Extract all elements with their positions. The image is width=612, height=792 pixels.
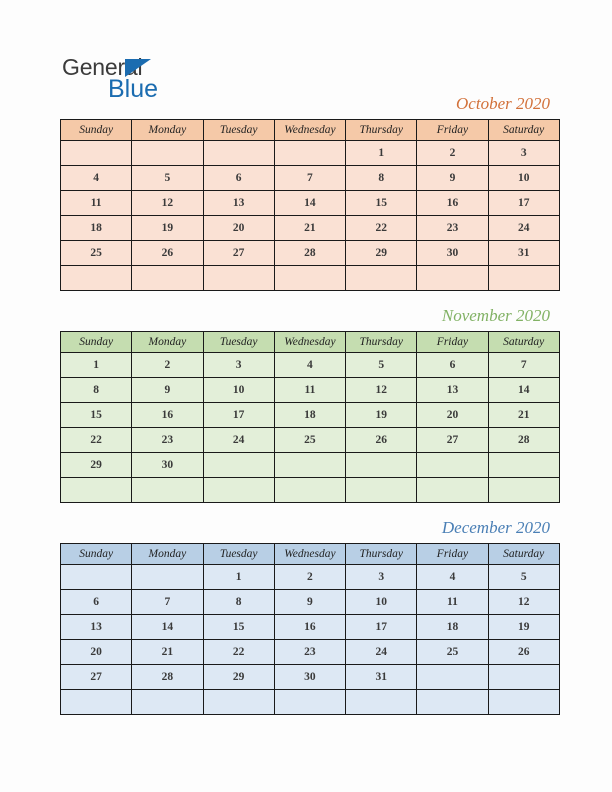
- calendar-day-cell[interactable]: 3: [488, 141, 559, 166]
- calendar-table-october: [60, 119, 560, 291]
- weekday-header-row: [61, 332, 560, 353]
- calendar-day-cell[interactable]: 24: [346, 640, 417, 665]
- weekday-header-saturday: Saturday: [488, 544, 559, 565]
- weekday-header-sunday: Sunday: [61, 120, 132, 141]
- calendar-day-cell[interactable]: 26: [346, 428, 417, 453]
- calendar-day-cell[interactable]: 5: [488, 565, 559, 590]
- calendar-day-cell[interactable]: 15: [61, 403, 132, 428]
- calendar-empty-cell: [274, 141, 345, 166]
- weekday-header-monday: Monday: [132, 332, 203, 353]
- calendar-day-cell[interactable]: 19: [346, 403, 417, 428]
- weekday-header-sunday: Sunday: [61, 544, 132, 565]
- calendar-empty-cell: [417, 690, 488, 715]
- calendar-day-cell[interactable]: 27: [203, 241, 274, 266]
- calendar-day-cell[interactable]: 16: [417, 191, 488, 216]
- calendar-day-cell[interactable]: 24: [488, 216, 559, 241]
- weekday-header-saturday: Saturday: [488, 332, 559, 353]
- calendar-empty-cell: [346, 453, 417, 478]
- calendar-day-cell[interactable]: 25: [417, 640, 488, 665]
- calendar-empty-cell: [203, 453, 274, 478]
- weekday-header-row: [61, 120, 560, 141]
- weekday-header-monday: Monday: [132, 120, 203, 141]
- calendar-empty-cell: [488, 266, 559, 291]
- calendar-empty-cell: [274, 690, 345, 715]
- calendar-day-cell[interactable]: 16: [274, 615, 345, 640]
- calendar-day-cell[interactable]: 16: [132, 403, 203, 428]
- calendar-empty-cell: [132, 141, 203, 166]
- calendar-empty-cell: [203, 141, 274, 166]
- calendar-empty-cell: [61, 141, 132, 166]
- calendar-empty-cell: [132, 565, 203, 590]
- calendar-empty-cell: [417, 453, 488, 478]
- calendar-empty-cell: [417, 266, 488, 291]
- weekday-header-saturday: Saturday: [488, 120, 559, 141]
- calendar-month-november: [60, 306, 552, 503]
- calendar-table-december: [60, 543, 560, 715]
- calendar-empty-cell: [488, 453, 559, 478]
- calendar-day-cell[interactable]: 31: [346, 665, 417, 690]
- calendar-day-cell[interactable]: 4: [61, 166, 132, 191]
- calendar-day-cell[interactable]: 10: [488, 166, 559, 191]
- calendar-day-cell[interactable]: 29: [346, 241, 417, 266]
- calendar-week-row: [61, 590, 560, 615]
- calendar-week-row: [61, 353, 560, 378]
- calendar-day-cell[interactable]: 30: [132, 453, 203, 478]
- weekday-header-row: [61, 544, 560, 565]
- calendar-day-cell[interactable]: 22: [346, 216, 417, 241]
- calendar-month-december: [60, 518, 552, 715]
- calendar-day-cell[interactable]: 17: [346, 615, 417, 640]
- calendar-day-cell[interactable]: 25: [61, 241, 132, 266]
- calendar-day-cell[interactable]: 18: [61, 216, 132, 241]
- calendar-empty-cell: [274, 478, 345, 503]
- month-title-december: December 2020: [441, 518, 550, 537]
- weekday-header-sunday: Sunday: [61, 332, 132, 353]
- calendar-day-cell[interactable]: 20: [417, 403, 488, 428]
- calendar-day-cell[interactable]: 13: [417, 378, 488, 403]
- weekday-header-tuesday: Tuesday: [203, 332, 274, 353]
- calendar-empty-cell: [61, 478, 132, 503]
- calendar-week-row: [61, 378, 560, 403]
- weekday-header-thursday: Thursday: [346, 332, 417, 353]
- calendar-week-row: [61, 266, 560, 291]
- calendar-empty-cell: [132, 266, 203, 291]
- calendar-day-cell[interactable]: 23: [274, 640, 345, 665]
- calendar-day-cell[interactable]: 14: [488, 378, 559, 403]
- calendar-week-row: [61, 216, 560, 241]
- calendar-body-october: [61, 141, 560, 291]
- calendar-week-row: [61, 615, 560, 640]
- calendar-day-cell[interactable]: 28: [132, 665, 203, 690]
- calendar-day-cell[interactable]: 7: [274, 166, 345, 191]
- calendar-day-cell[interactable]: 22: [61, 428, 132, 453]
- logo-text-general: General: [62, 54, 143, 80]
- calendar-week-row: [61, 191, 560, 216]
- calendar-day-cell[interactable]: 25: [274, 428, 345, 453]
- calendar-week-row: [61, 565, 560, 590]
- calendar-day-cell[interactable]: 5: [132, 166, 203, 191]
- calendar-week-row: [61, 640, 560, 665]
- calendar-day-cell[interactable]: 11: [417, 590, 488, 615]
- calendar-week-row: [61, 665, 560, 690]
- calendar-day-cell[interactable]: 9: [132, 378, 203, 403]
- calendar-day-cell[interactable]: 8: [61, 378, 132, 403]
- calendar-day-cell[interactable]: 8: [203, 590, 274, 615]
- calendar-day-cell[interactable]: 4: [274, 353, 345, 378]
- calendar-empty-cell: [346, 478, 417, 503]
- calendar-day-cell[interactable]: 13: [203, 191, 274, 216]
- calendar-empty-cell: [61, 690, 132, 715]
- weekday-header-friday: Friday: [417, 332, 488, 353]
- calendar-week-row: [61, 166, 560, 191]
- calendar-body-november: [61, 353, 560, 503]
- calendar-day-cell[interactable]: 1: [346, 141, 417, 166]
- calendar-day-cell[interactable]: 15: [203, 615, 274, 640]
- calendar-day-cell[interactable]: 29: [61, 453, 132, 478]
- calendar-day-cell[interactable]: 7: [488, 353, 559, 378]
- calendar-day-cell[interactable]: 31: [488, 241, 559, 266]
- calendar-day-cell[interactable]: 2: [417, 141, 488, 166]
- calendar-empty-cell: [61, 565, 132, 590]
- calendar-day-cell[interactable]: 12: [346, 378, 417, 403]
- calendar-day-cell[interactable]: 6: [203, 166, 274, 191]
- month-title-october: October 2020: [456, 94, 550, 113]
- calendar-week-row: [61, 478, 560, 503]
- calendar-week-row: [61, 141, 560, 166]
- calendar-day-cell[interactable]: 6: [61, 590, 132, 615]
- calendar-day-cell[interactable]: 30: [274, 665, 345, 690]
- calendar-day-cell[interactable]: 7: [132, 590, 203, 615]
- calendar-empty-cell: [346, 690, 417, 715]
- calendar-day-cell[interactable]: 20: [61, 640, 132, 665]
- calendar-day-cell[interactable]: 8: [346, 166, 417, 191]
- calendar-day-cell[interactable]: 23: [417, 216, 488, 241]
- calendar-day-cell[interactable]: 21: [274, 216, 345, 241]
- calendar-empty-cell: [417, 478, 488, 503]
- calendar-day-cell[interactable]: 2: [274, 565, 345, 590]
- calendar-empty-cell: [61, 266, 132, 291]
- calendar-day-cell[interactable]: 28: [488, 428, 559, 453]
- calendar-empty-cell: [132, 478, 203, 503]
- calendar-empty-cell: [346, 266, 417, 291]
- calendar-empty-cell: [488, 665, 559, 690]
- calendar-empty-cell: [488, 690, 559, 715]
- calendar-day-cell[interactable]: 29: [203, 665, 274, 690]
- calendar-day-cell[interactable]: 30: [417, 241, 488, 266]
- calendar-day-cell[interactable]: 23: [132, 428, 203, 453]
- calendar-empty-cell: [132, 690, 203, 715]
- logo-text-blue: Blue: [108, 75, 159, 103]
- calendar-day-cell[interactable]: 27: [61, 665, 132, 690]
- calendar-day-cell[interactable]: 12: [132, 191, 203, 216]
- calendar-day-cell[interactable]: 24: [203, 428, 274, 453]
- calendar-month-october: [60, 94, 552, 291]
- calendar-day-cell[interactable]: 19: [132, 216, 203, 241]
- calendar-day-cell[interactable]: 14: [274, 191, 345, 216]
- weekday-header-wednesday: Wednesday: [274, 544, 345, 565]
- calendar-day-cell[interactable]: 21: [488, 403, 559, 428]
- calendar-day-cell[interactable]: 5: [346, 353, 417, 378]
- calendar-week-row: [61, 690, 560, 715]
- calendar-week-row: [61, 403, 560, 428]
- calendar-day-cell[interactable]: 27: [417, 428, 488, 453]
- calendar-empty-cell: [274, 266, 345, 291]
- calendar-week-row: [61, 241, 560, 266]
- weekday-header-wednesday: Wednesday: [274, 120, 345, 141]
- calendar-day-cell[interactable]: 15: [346, 191, 417, 216]
- weekday-header-thursday: Thursday: [346, 120, 417, 141]
- weekday-header-friday: Friday: [417, 544, 488, 565]
- calendar-day-cell[interactable]: 21: [132, 640, 203, 665]
- calendar-day-cell[interactable]: 26: [132, 241, 203, 266]
- month-title-november: November 2020: [441, 306, 550, 325]
- calendar-week-row: [61, 428, 560, 453]
- calendar-empty-cell: [203, 690, 274, 715]
- calendar-empty-cell: [417, 665, 488, 690]
- calendar-day-cell[interactable]: 1: [61, 353, 132, 378]
- calendar-day-cell[interactable]: 11: [274, 378, 345, 403]
- weekday-header-tuesday: Tuesday: [203, 544, 274, 565]
- calendar-day-cell[interactable]: 22: [203, 640, 274, 665]
- calendar-day-cell[interactable]: 18: [417, 615, 488, 640]
- weekday-header-tuesday: Tuesday: [203, 120, 274, 141]
- calendar-day-cell[interactable]: 10: [346, 590, 417, 615]
- calendar-day-cell[interactable]: 28: [274, 241, 345, 266]
- calendar-day-cell[interactable]: 13: [61, 615, 132, 640]
- calendar-empty-cell: [203, 266, 274, 291]
- weekday-header-friday: Friday: [417, 120, 488, 141]
- calendar-day-cell[interactable]: 12: [488, 590, 559, 615]
- calendar-day-cell[interactable]: 19: [488, 615, 559, 640]
- calendar-day-cell[interactable]: 10: [203, 378, 274, 403]
- weekday-header-wednesday: Wednesday: [274, 332, 345, 353]
- calendar-day-cell[interactable]: 20: [203, 216, 274, 241]
- calendar-day-cell[interactable]: 3: [346, 565, 417, 590]
- calendar-day-cell[interactable]: 1: [203, 565, 274, 590]
- calendar-day-cell[interactable]: 3: [203, 353, 274, 378]
- calendar-body-december: [61, 565, 560, 715]
- calendar-empty-cell: [203, 478, 274, 503]
- calendar-empty-cell: [488, 478, 559, 503]
- calendar-day-cell[interactable]: 9: [274, 590, 345, 615]
- calendar-day-cell[interactable]: 26: [488, 640, 559, 665]
- calendar-day-cell[interactable]: 6: [417, 353, 488, 378]
- calendar-day-cell[interactable]: 4: [417, 565, 488, 590]
- calendar-day-cell[interactable]: 17: [488, 191, 559, 216]
- calendar-table-november: [60, 331, 560, 503]
- calendar-day-cell[interactable]: 9: [417, 166, 488, 191]
- calendar-day-cell[interactable]: 2: [132, 353, 203, 378]
- calendar-empty-cell: [274, 453, 345, 478]
- weekday-header-thursday: Thursday: [346, 544, 417, 565]
- calendar-day-cell[interactable]: 11: [61, 191, 132, 216]
- calendar-day-cell[interactable]: 14: [132, 615, 203, 640]
- weekday-header-monday: Monday: [132, 544, 203, 565]
- calendar-day-cell[interactable]: 17: [203, 403, 274, 428]
- calendar-day-cell[interactable]: 18: [274, 403, 345, 428]
- calendar-week-row: [61, 453, 560, 478]
